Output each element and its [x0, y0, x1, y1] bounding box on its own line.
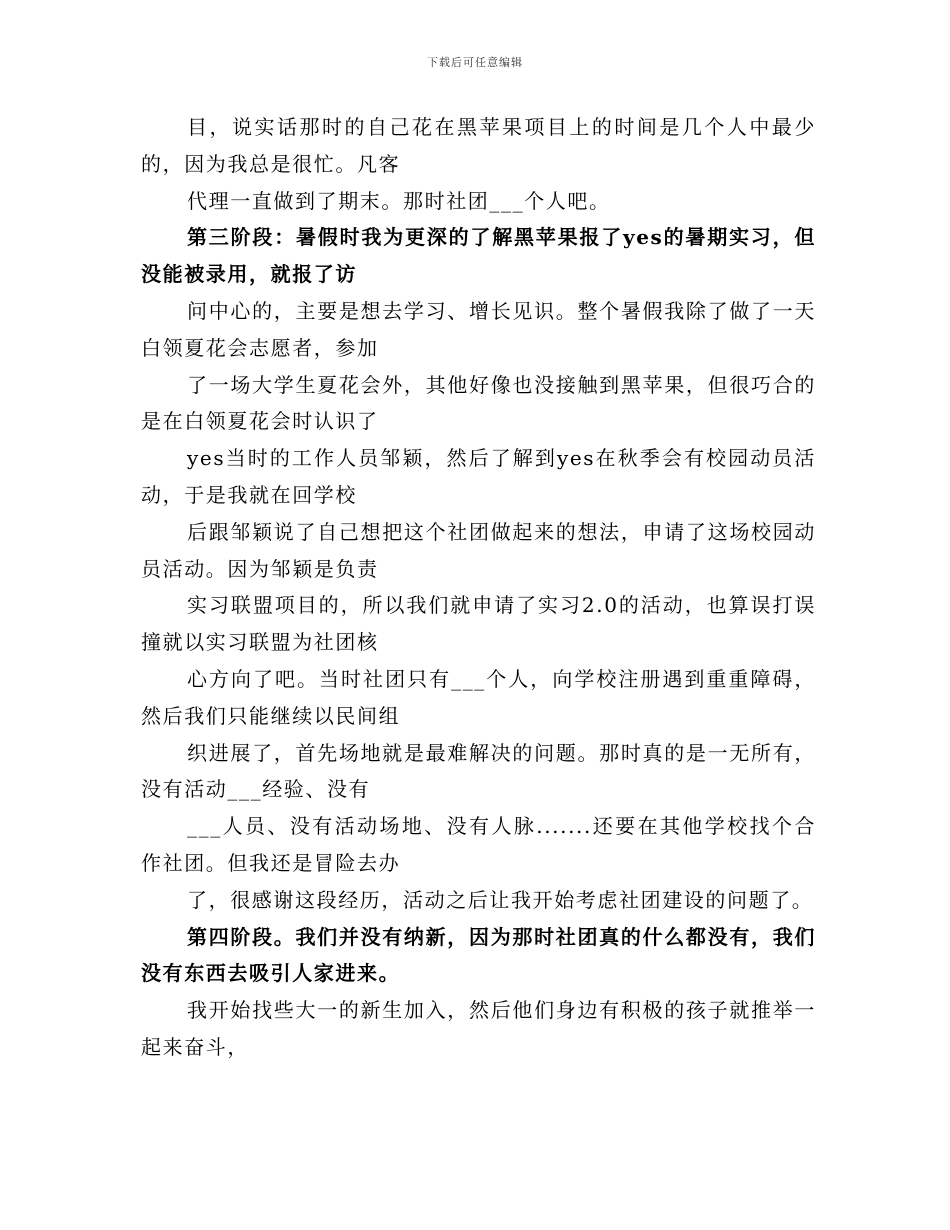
paragraph: 了，很感谢这段经历，活动之后让我开始考虑社团建设的问题了。: [187, 887, 814, 912]
section-heading-paragraph: 第四阶段。我们并没有纳新，因为那时社团真的什么都没有，我们没有东西去吸引人家进来。: [141, 924, 816, 986]
paragraph: yes当时的工作人员邹颖，然后了解到yes在秋季会有校园动员活动，于是我就在回学校: [141, 446, 816, 507]
paragraph: 织进展了，首先场地就是最难解决的问题。那时真的是一无所有，没有活动___经验、没有: [141, 740, 816, 802]
paragraph: 了一场大学生夏花会外，其他好像也没接触到黑苹果，但很巧合的是在白领夏花会时认识了: [141, 372, 816, 434]
paragraph: 我开始找些大一的新生加入，然后他们身边有积极的孩子就推举一起来奋斗，: [141, 998, 816, 1059]
paragraph: 实习联盟项目的，所以我们就申请了实习2.0的活动，也算误打误撞就以实习联盟为社团核: [141, 593, 816, 655]
paragraph: ___人员、没有活动场地、没有人脉.......还要在其他学校找个合作社团。但我还是冒险去办: [141, 814, 816, 875]
section-heading-paragraph: 第三阶段：暑假时我为更深的了解黑苹果报了yes的暑期实习，但没能被录用，就报了访: [141, 225, 816, 287]
paragraph: 代理一直做到了期末。那时社团___个人吧。: [187, 188, 611, 213]
document-body: [141, 109, 816, 1066]
page-header: 下载后可任意编辑: [427, 56, 523, 69]
paragraph: 问中心的，主要是想去学习、增长见识。整个暑假我除了做了一天白领夏花会志愿者，参加: [141, 298, 816, 360]
paragraph: 目，说实话那时的自己花在黑苹果项目上的时间是几个人中最少的，因为我总是很忙。凡客: [141, 115, 816, 176]
paragraph: 心方向了吧。当时社团只有___个人，向学校注册遇到重重障碍，然后我们只能继续以民间组: [141, 666, 816, 728]
paragraph: 后跟邹颖说了自己想把这个社团做起来的想法，申请了这场校园动员活动。因为邹颖是负责: [141, 519, 816, 581]
